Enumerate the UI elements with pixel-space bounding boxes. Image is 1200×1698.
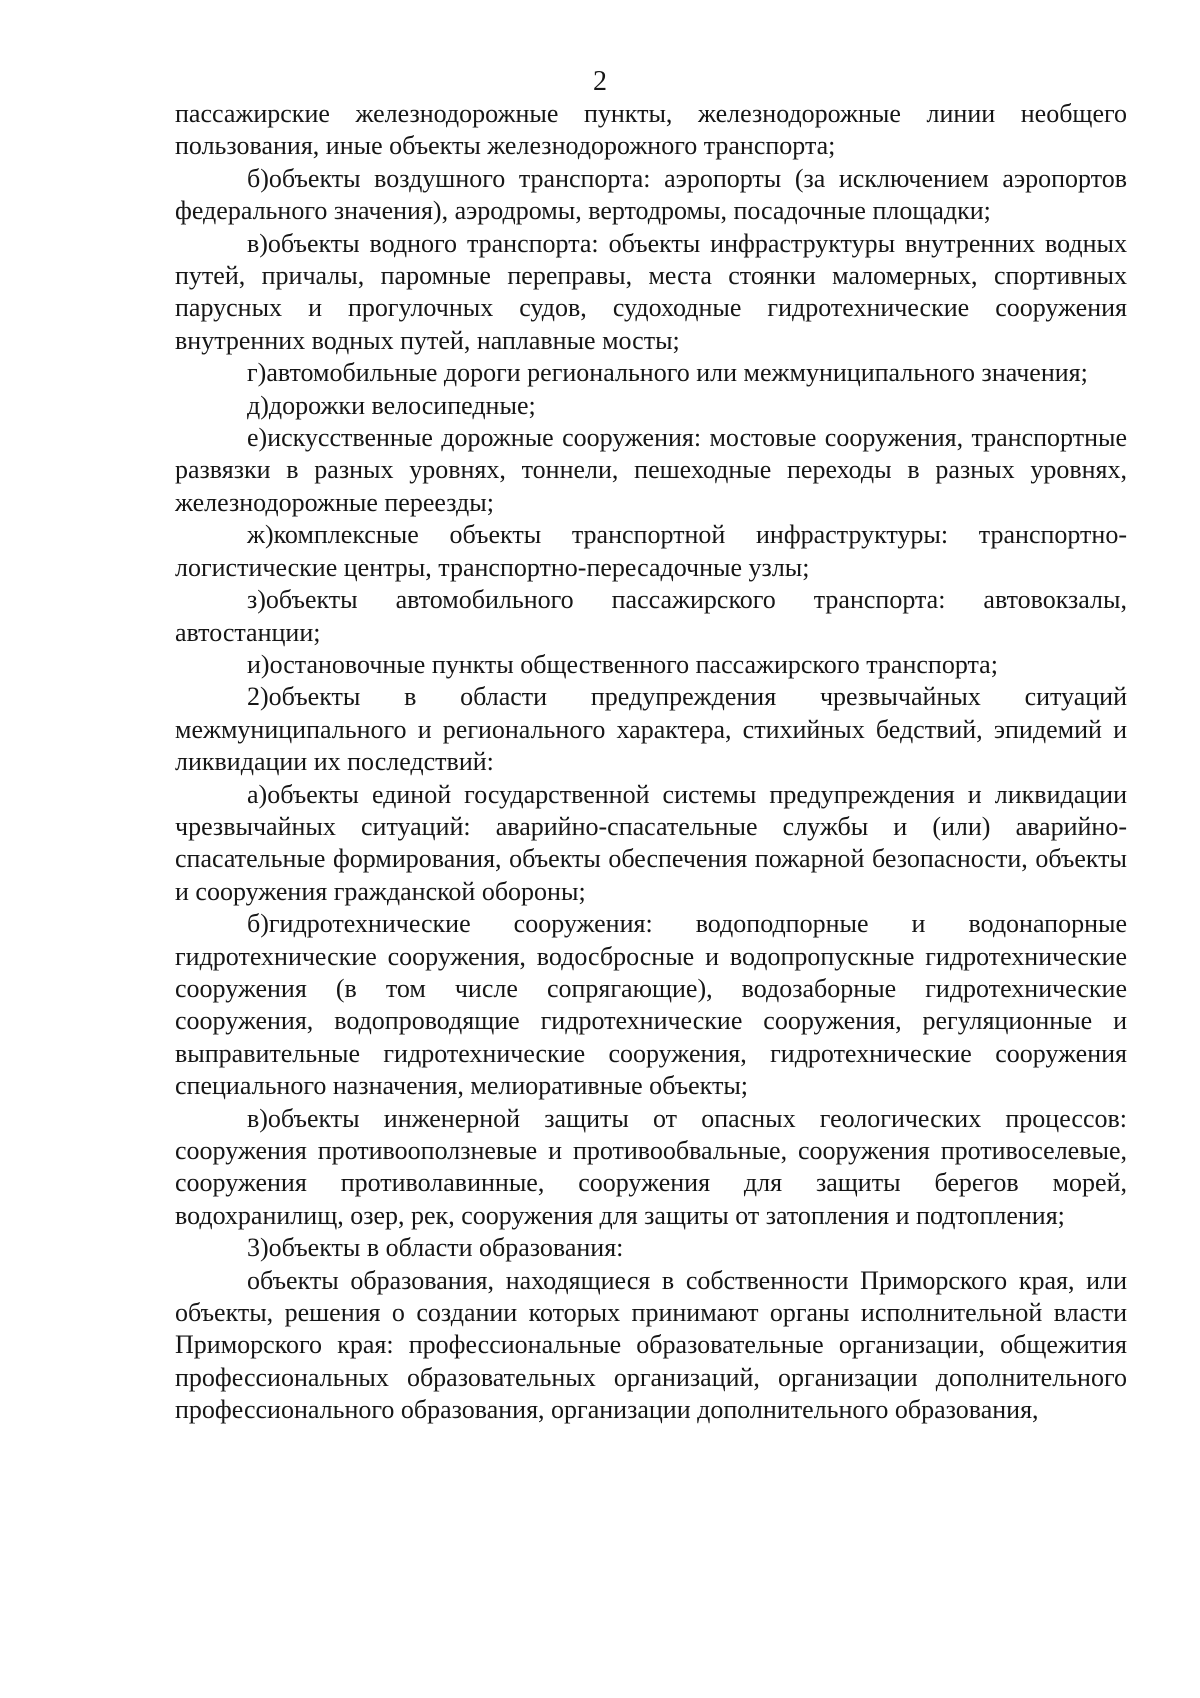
paragraph: б)объекты воздушного транспорта: аэропорты (за исключением аэропортов федерального значения), аэродромы, вертодромы, посадочные площадки; [175, 163, 1127, 226]
paragraph: д)дорожки велосипедные; [247, 390, 536, 420]
paragraph: объекты образования, находящиеся в собственности Приморского края, или объекты, решения о создании которых принимают органы исполнительной власти Приморского края: профессиональные образовательные организации, общежития профессиональных образовательных организаций, организации дополнительного профессионального образования, организации дополнительного образования, [175, 1265, 1127, 1425]
paragraph: 3)объекты в области образования: [247, 1233, 624, 1263]
paragraph: и)остановочные пункты общественного пассажирского транспорта; [247, 649, 998, 679]
paragraph: з)объекты автомобильного пассажирского транспорта: автовокзалы, автостанции; [175, 585, 1127, 647]
paragraph: б)гидротехнические сооружения: водоподпорные и водонапорные гидротехнические сооружения, водосбросные и водопропускные гидротехнические сооружения (в том числе сопрягающие), водозаборные гидротехнические сооружения, водопроводящие гидротехнические сооружения, регуляционные и выправительные гидротехнические сооружения, гидротехнические сооружения специального назначения, мелиоративные объекты; [175, 909, 1127, 1101]
paragraph: в)объекты водного транспорта: объекты инфраструктуры внутренних водных путей, причалы, паромные переправы, места стоянки маломерных, спортивных парусных и прогулочных судов, судоходные гидротехнические сооружения внутренних водных путей, наплавные мосты; [175, 228, 1127, 355]
paragraph: е)искусственные дорожные сооружения: мостовые сооружения, транспортные развязки в разных уровнях, тоннели, пешеходные переходы в разных уровнях, железнодорожные переезды; [175, 423, 1127, 517]
page-number: 2 [593, 66, 607, 97]
paragraph: ж)комплексные объекты транспортной инфраструктуры: транспортно-логистические центры, транспортно-пересадочные узлы; [175, 520, 1127, 582]
document-body [175, 98, 1127, 1427]
paragraph: пассажирские железнодорожные пункты, железнодорожные линии необщего пользования, иные объекты железнодорожного транспорта; [175, 99, 1127, 161]
paragraph: а)объекты единой государственной системы предупреждения и ликвидации чрезвычайных ситуаций: аварийно-спасательные службы и (или) аварийно-спасательные формирования, объекты обеспечения пожарной безопасности, объекты и сооружения гражданской обороны; [175, 779, 1127, 906]
paragraph: г)автомобильные дороги регионального или межмуниципального значения; [247, 358, 1088, 388]
paragraph: 2)объекты в области предупреждения чрезвычайных ситуаций межмуниципального и регионального характера, стихийных бедствий, эпидемий и ликвидации их последствий: [175, 682, 1127, 777]
paragraph: в)объекты инженерной защиты от опасных геологических процессов: сооружения противооползневые и противообвальные, сооружения противоселевые, сооружения противолавинные, сооружения для защиты берегов морей, водохранилищ, озер, рек, сооружения для защиты от затопления и подтопления; [175, 1103, 1127, 1230]
